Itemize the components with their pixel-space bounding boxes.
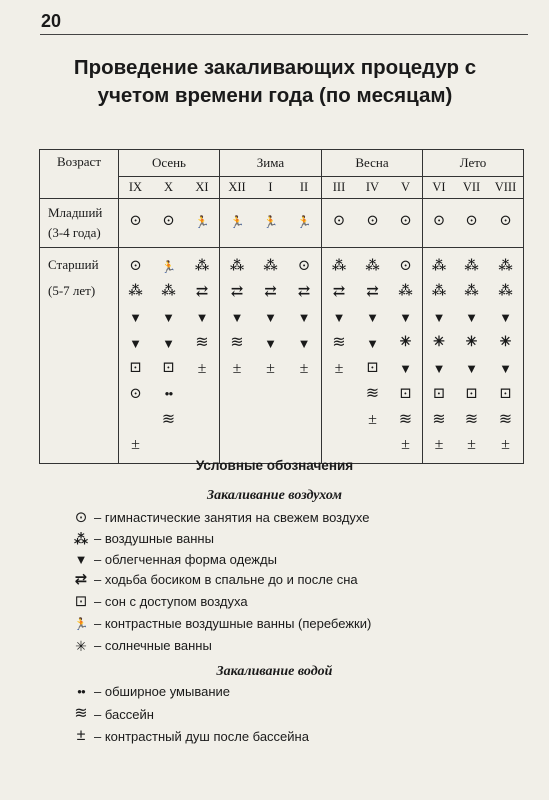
legend-text: – сон с доступом воздуха xyxy=(94,594,248,609)
pool-icon: ≋ xyxy=(365,385,380,403)
month-label: III xyxy=(332,180,346,194)
legend-text: – ходьба босиком в спальне до и после сна xyxy=(94,572,358,587)
clothes-icon: ▼ xyxy=(129,310,142,326)
schedule-slot xyxy=(322,311,356,324)
legend-text: – воздушные ванны xyxy=(94,531,214,546)
schedule-slot xyxy=(220,311,254,324)
schedule-slot xyxy=(455,412,488,428)
gym-icon: ⊙ xyxy=(432,213,446,230)
air-icon: ⁂ xyxy=(498,284,513,300)
schedule-slot xyxy=(119,214,152,229)
age-junior xyxy=(40,199,119,248)
schedule-slot xyxy=(185,260,219,274)
air-icon: ⁂ xyxy=(431,258,447,274)
shower-icon: ± xyxy=(76,727,86,744)
shower-icon: ± xyxy=(368,410,377,428)
junior-summer xyxy=(423,199,524,248)
sun-icon: ✳ xyxy=(465,335,478,351)
shower-icon: ± xyxy=(467,436,476,454)
schedule-slot xyxy=(152,261,185,273)
month-label: IX xyxy=(128,180,143,194)
barefoot-icon: ⇄ xyxy=(195,283,209,300)
run-icon: 🏃 xyxy=(161,259,176,274)
clothes-icon: ▼ xyxy=(465,361,478,377)
schedule-slot xyxy=(356,260,389,274)
legend-title: Условные обозначения xyxy=(195,458,354,473)
month-label: I xyxy=(268,180,273,194)
months-winter xyxy=(220,177,322,199)
age-senior xyxy=(40,248,119,464)
page-title xyxy=(30,54,520,110)
air-icon: ⁂ xyxy=(464,284,479,300)
legend-item-gym xyxy=(72,510,370,525)
clothes-icon: ▼ xyxy=(366,335,379,351)
air-icon: ⁂ xyxy=(73,530,89,547)
wash-icon: ●● xyxy=(164,389,173,399)
legend-text: – бассейн xyxy=(94,706,154,722)
schedule-slot xyxy=(356,412,389,428)
schedule-slot xyxy=(185,361,219,377)
schedule-slot xyxy=(287,361,321,377)
clothes-icon: ▼ xyxy=(432,310,446,326)
schedule-slot xyxy=(287,259,321,274)
shower-icon: ± xyxy=(197,359,207,377)
month-label: V xyxy=(400,180,411,194)
legend-item-run xyxy=(72,616,371,631)
pool-icon: ≋ xyxy=(195,334,209,352)
legend-air-group-title: Закаливание воздухом xyxy=(207,488,342,503)
clothes-icon: ▼ xyxy=(162,310,175,326)
month-label: XI xyxy=(195,180,209,194)
clothes-icon: ▼ xyxy=(297,310,311,326)
schedule-slot xyxy=(488,311,523,324)
schedule-slot xyxy=(152,412,185,428)
schedule-slot xyxy=(254,216,287,228)
air-icon: ⁂ xyxy=(498,258,513,274)
pool-icon: ≋ xyxy=(398,410,413,428)
clothes-icon: ▼ xyxy=(264,310,277,326)
barefoot-icon: ⇄ xyxy=(366,283,379,300)
schedule-slot xyxy=(488,387,523,402)
legend-text: – обширное умывание xyxy=(94,684,230,699)
title-line-2: учетом времени года (по месяцам) xyxy=(97,84,453,107)
barefoot-icon: ⇄ xyxy=(332,283,346,300)
schedule-slot xyxy=(287,216,321,228)
schedule-slot xyxy=(287,337,321,350)
schedule-slot xyxy=(423,285,455,299)
air-icon: ⁂ xyxy=(161,284,176,300)
gym-icon: ⊙ xyxy=(332,213,346,230)
sun-icon: ✳ xyxy=(399,335,412,351)
schedule-slot xyxy=(455,311,488,324)
sleep-icon: ⊡ xyxy=(74,593,88,610)
month-label: VIII xyxy=(494,180,517,194)
age-senior-line-2: (5-7 лет) xyxy=(48,283,96,298)
age-junior-line-1: Младший xyxy=(48,205,103,220)
sleep-icon: ⊡ xyxy=(129,360,142,377)
clothes-icon: ▼ xyxy=(264,335,277,351)
air-icon: ⁂ xyxy=(194,258,210,274)
gym-icon: ⊙ xyxy=(399,213,412,230)
schedule-slot xyxy=(356,285,389,300)
schedule-slot xyxy=(423,412,455,428)
schedule-slot xyxy=(423,214,455,229)
legend-text: – гимнастические занятия на свежем воздухе xyxy=(94,510,370,525)
run-icon: 🏃 xyxy=(73,616,89,631)
barefoot-icon: ⇄ xyxy=(297,283,311,300)
shower-icon: ± xyxy=(232,359,242,377)
schedule-slot xyxy=(389,362,422,375)
schedule-slot xyxy=(185,311,219,324)
schedule-slot xyxy=(488,285,523,299)
schedule-slot xyxy=(152,285,185,299)
schedule-slot xyxy=(488,437,523,453)
age-junior-line-2: (3-4 года) xyxy=(48,225,101,240)
schedule-slot xyxy=(455,336,488,350)
schedule-slot xyxy=(152,361,185,376)
schedule-slot xyxy=(488,260,523,274)
legend-item-wash xyxy=(72,684,230,699)
pool-icon: ≋ xyxy=(230,334,244,352)
schedule-slot xyxy=(322,285,356,300)
schedule-slot xyxy=(389,285,422,299)
clothes-icon: ▼ xyxy=(230,310,244,326)
clothes-icon: ▼ xyxy=(74,552,88,567)
schedule-slot xyxy=(455,362,488,375)
season-winter: Зима xyxy=(220,150,322,177)
legend-item-air xyxy=(72,531,214,546)
senior-autumn xyxy=(119,248,220,464)
gym-icon: ⊙ xyxy=(297,258,311,275)
schedule-slot xyxy=(220,216,254,228)
legend-item-clothes xyxy=(72,552,277,567)
clothes-icon: ▼ xyxy=(366,310,379,326)
junior-spring xyxy=(322,199,423,248)
shower-icon: ± xyxy=(501,436,510,454)
legend-item-barefoot xyxy=(72,572,358,587)
gym-icon: ⊙ xyxy=(129,258,142,275)
schedule-slot xyxy=(389,336,422,350)
month-label: XII xyxy=(228,180,246,194)
legend-item-sleep xyxy=(72,594,248,609)
month-label: X xyxy=(163,180,174,194)
month-label: IV xyxy=(365,180,380,194)
age-header: Возраст xyxy=(40,150,119,199)
schedule-slot xyxy=(185,335,219,351)
air-icon: ⁂ xyxy=(128,284,143,300)
clothes-icon: ▼ xyxy=(129,335,142,351)
pool-icon: ≋ xyxy=(74,705,88,722)
air-icon: ⁂ xyxy=(398,284,413,300)
run-icon: 🏃 xyxy=(229,214,245,229)
clothes-icon: ▼ xyxy=(499,310,512,326)
schedule-slot xyxy=(119,285,152,299)
season-autumn: Осень xyxy=(119,150,220,177)
gym-icon: ⊙ xyxy=(366,213,379,230)
months-summer xyxy=(423,177,524,199)
senior-summer xyxy=(423,248,524,464)
air-icon: ⁂ xyxy=(263,258,278,274)
schedule-slot xyxy=(220,335,254,351)
shower-icon: ± xyxy=(401,436,410,454)
schedule-slot xyxy=(152,311,185,324)
schedule-slot xyxy=(220,285,254,300)
legend-text: – контрастные воздушные ванны (перебежки) xyxy=(94,616,372,631)
senior-spring xyxy=(322,248,423,464)
schedule-slot xyxy=(423,362,455,375)
schedule-slot xyxy=(423,336,455,350)
clothes-icon: ▼ xyxy=(499,361,512,377)
wash-icon: ●● xyxy=(77,686,85,696)
schedule-slot xyxy=(322,361,356,377)
legend-text: – контрастный душ после бассейна xyxy=(94,728,309,744)
sun-icon: ✳ xyxy=(499,335,512,351)
schedule-slot xyxy=(119,259,152,274)
schedule-slot xyxy=(488,412,523,428)
shower-icon: ± xyxy=(434,436,444,454)
sleep-icon: ⊡ xyxy=(399,385,412,402)
gym-icon: ⊙ xyxy=(465,213,478,230)
run-icon: 🏃 xyxy=(263,214,278,229)
clothes-icon: ▼ xyxy=(399,310,412,326)
junior-winter xyxy=(220,199,322,248)
gym-icon: ⊙ xyxy=(162,213,175,230)
schedule-slot xyxy=(423,387,455,402)
schedule-slot xyxy=(254,260,287,274)
schedule-slot xyxy=(185,285,219,300)
schedule-slot xyxy=(254,311,287,324)
schedule-slot xyxy=(455,214,488,229)
gym-icon: ⊙ xyxy=(74,509,88,526)
gym-icon: ⊙ xyxy=(399,258,412,275)
title-line-1: Проведение закаливающих процедур с xyxy=(73,56,477,79)
schedule-slot xyxy=(389,259,422,274)
schedule-slot xyxy=(488,362,523,375)
sleep-icon: ⊡ xyxy=(465,385,478,402)
season-spring: Весна xyxy=(322,150,423,177)
schedule-slot xyxy=(220,260,254,274)
month-label: VI xyxy=(432,180,446,194)
schedule-slot xyxy=(356,361,389,376)
gym-icon: ⊙ xyxy=(499,213,512,230)
schedule-slot xyxy=(356,214,389,229)
legend-item-sun xyxy=(72,638,212,653)
age-senior-line-1: Старший xyxy=(48,257,99,272)
schedule-slot xyxy=(389,412,422,428)
header-rule xyxy=(40,34,528,35)
legend-item-pool xyxy=(72,706,154,722)
senior-winter xyxy=(220,248,322,464)
months-autumn xyxy=(119,177,220,199)
shower-icon: ± xyxy=(334,359,344,377)
schedule-slot xyxy=(389,437,422,453)
schedule-slot xyxy=(119,337,152,350)
schedule-slot xyxy=(254,361,287,377)
air-icon: ⁂ xyxy=(431,284,447,300)
schedule-slot xyxy=(455,260,488,274)
schedule-slot xyxy=(152,337,185,350)
schedule-slot xyxy=(185,216,219,228)
schedule-slot xyxy=(119,361,152,376)
schedule-slot xyxy=(322,260,356,274)
schedule-slot xyxy=(254,285,287,300)
barefoot-icon: ⇄ xyxy=(264,283,277,300)
schedule-slot xyxy=(119,437,152,453)
run-icon: 🏃 xyxy=(296,214,312,229)
schedule-slot xyxy=(389,311,422,324)
schedule-slot xyxy=(389,387,422,402)
schedule-slot xyxy=(152,214,185,229)
hardening-schedule-table xyxy=(39,149,524,464)
barefoot-icon: ⇄ xyxy=(230,283,244,300)
schedule-slot xyxy=(423,437,455,453)
schedule-slot xyxy=(322,214,356,229)
schedule-slot xyxy=(322,335,356,351)
month-label: II xyxy=(299,180,309,194)
sleep-icon: ⊡ xyxy=(432,385,446,402)
gym-icon: ⊙ xyxy=(129,385,142,402)
pool-icon: ≋ xyxy=(498,410,513,428)
schedule-slot xyxy=(287,285,321,300)
shower-icon: ± xyxy=(299,359,309,377)
schedule-slot xyxy=(423,311,455,324)
clothes-icon: ▼ xyxy=(162,335,175,351)
legend-text: – солнечные ванны xyxy=(94,638,212,653)
schedule-slot xyxy=(220,361,254,377)
legend-water-group-title: Закаливание водой xyxy=(216,664,333,679)
clothes-icon: ▼ xyxy=(332,310,346,326)
clothes-icon: ▼ xyxy=(432,361,446,377)
schedule-slot xyxy=(488,336,523,350)
schedule-slot xyxy=(423,260,455,274)
run-icon: 🏃 xyxy=(194,214,210,229)
month-label: VII xyxy=(462,180,481,194)
sleep-icon: ⊡ xyxy=(366,360,379,377)
clothes-icon: ▼ xyxy=(399,361,412,377)
pool-icon: ≋ xyxy=(464,410,479,428)
schedule-slot xyxy=(287,311,321,324)
sun-icon: ✳ xyxy=(75,637,87,654)
season-summer: Лето xyxy=(423,150,524,177)
pool-icon: ≋ xyxy=(432,410,446,428)
sleep-icon: ⊡ xyxy=(162,360,175,377)
clothes-icon: ▼ xyxy=(465,310,478,326)
air-icon: ⁂ xyxy=(229,258,245,274)
months-spring xyxy=(322,177,423,199)
pool-icon: ≋ xyxy=(332,334,346,352)
gym-icon: ⊙ xyxy=(129,213,142,230)
page-number: 20 xyxy=(41,11,62,31)
schedule-slot xyxy=(455,437,488,453)
clothes-icon: ▼ xyxy=(297,335,311,351)
schedule-slot xyxy=(119,311,152,324)
schedule-slot xyxy=(152,390,185,398)
schedule-slot xyxy=(455,285,488,299)
schedule-slot xyxy=(389,214,422,229)
junior-autumn xyxy=(119,199,220,248)
clothes-icon: ▼ xyxy=(195,310,209,326)
schedule-slot xyxy=(356,311,389,324)
schedule-slot xyxy=(356,386,389,402)
schedule-slot xyxy=(119,387,152,402)
air-icon: ⁂ xyxy=(365,258,380,274)
legend-text: – облегченная форма одежды xyxy=(94,552,277,567)
legend-item-shower xyxy=(72,728,309,744)
pool-icon: ≋ xyxy=(161,410,176,428)
shower-icon: ± xyxy=(266,359,275,377)
schedule-slot xyxy=(254,337,287,350)
sun-icon: ✳ xyxy=(433,335,445,351)
schedule-slot xyxy=(488,214,523,229)
schedule-slot xyxy=(455,387,488,402)
barefoot-icon: ⇄ xyxy=(74,571,88,588)
air-icon: ⁂ xyxy=(464,258,479,274)
schedule-slot xyxy=(356,337,389,350)
sleep-icon: ⊡ xyxy=(499,385,512,402)
air-icon: ⁂ xyxy=(331,258,347,274)
shower-icon: ± xyxy=(131,436,140,454)
